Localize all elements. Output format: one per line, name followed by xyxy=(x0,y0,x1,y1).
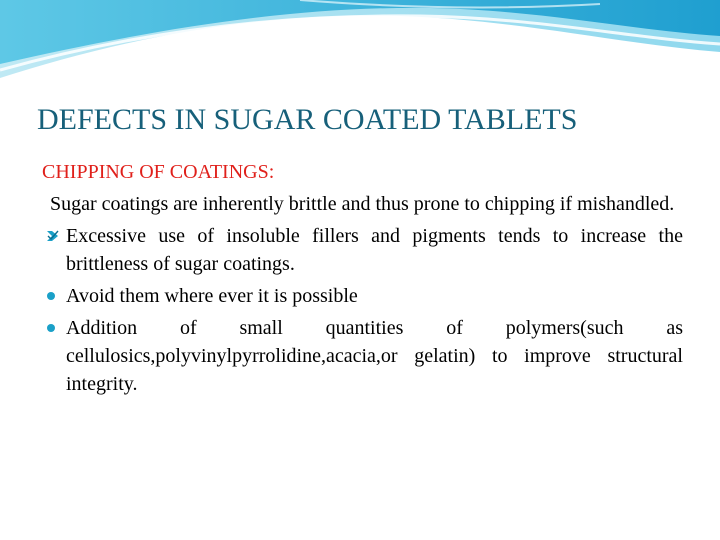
section-subheading: CHIPPING OF COATINGS: xyxy=(42,161,275,183)
header-wave-decoration xyxy=(0,0,720,90)
slide-content xyxy=(42,158,683,402)
bullet-dot-icon xyxy=(46,314,62,342)
list-item-text: Excessive use of insoluble fillers and pigments tends to increase the brittleness of sugar coatings. xyxy=(66,225,683,275)
list-item xyxy=(42,314,683,398)
slide-title: DEFECTS IN SUGAR COATED TABLETS xyxy=(37,103,578,136)
list-item-text: Avoid them where ever it is possible xyxy=(66,285,358,307)
list-item xyxy=(42,282,683,310)
list-item-text: Sugar coatings are inherently brittle and thus prone to chipping if mishandled. xyxy=(50,193,675,215)
arrow-check-icon xyxy=(46,222,62,250)
list-item-text: Addition of small quantities of polymers(such as cellulosics,polyvinylpyrrolidine,acacia,or gelatin) to improve structural integrity. xyxy=(66,317,683,395)
list-item xyxy=(42,222,683,278)
bullet-dot-icon xyxy=(46,282,62,310)
list-item xyxy=(42,190,683,218)
